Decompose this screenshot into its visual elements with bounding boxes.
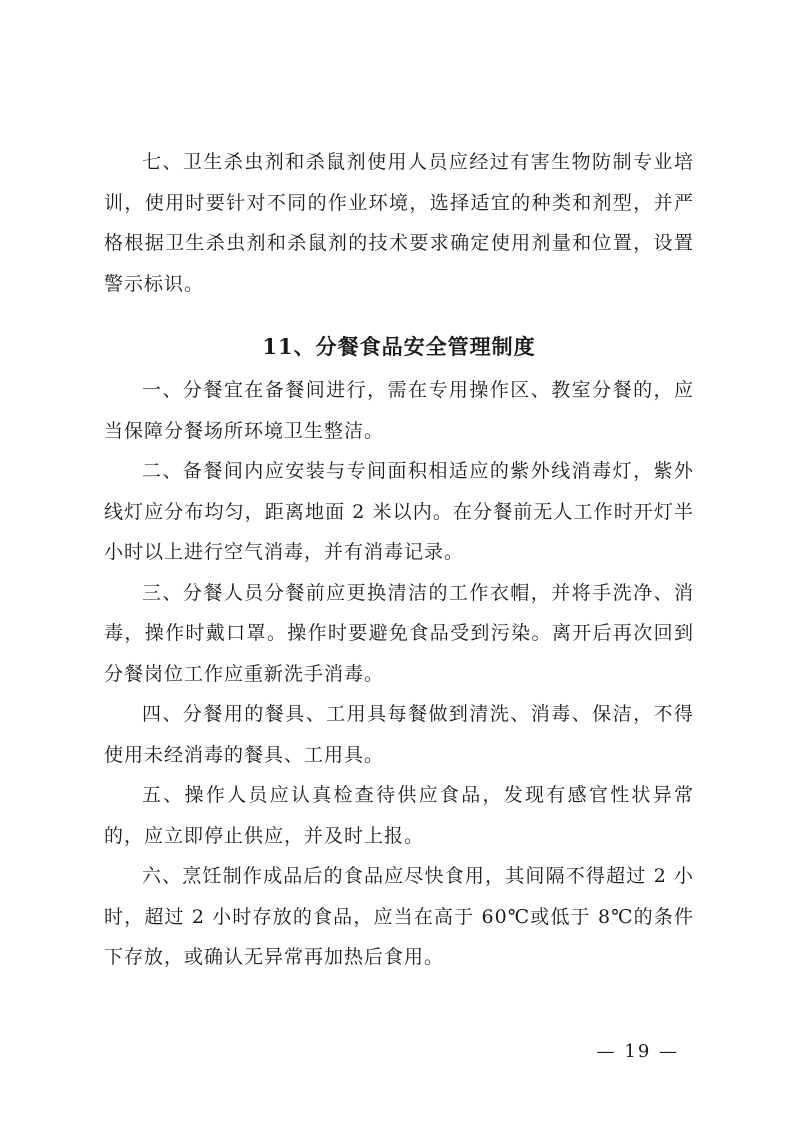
page-number: — 19 — (596, 1041, 679, 1062)
document-body (104, 142, 694, 978)
intro-paragraph: 七、卫生杀虫剂和杀鼠剂使用人员应经过有害生物防制专业培训，使用时要针对不同的作业环境，选择适宜的种类和剂型，并严格根据卫生杀虫剂和杀鼠剂的技术要求确定使用剂量和位置，设置警示标识。 (104, 151, 694, 295)
section-title: 11、分餐食品安全管理制度 (262, 334, 536, 359)
paragraph-3: 三、分餐人员分餐前应更换清洁的工作衣帽，并将手洗净、消毒，操作时戴口罩。操作时要避免食品受到污染。离开后再次回到分餐岗位工作应重新洗手消毒。 (104, 581, 694, 685)
paragraph-6: 六、烹饪制作成品后的食品应尽快食用，其间隔不得超过 2 小时，超过 2 小时存放的食品，应当在高于 60℃或低于 8℃的条件下存放，或确认无异常再加热后食用。 (104, 865, 694, 968)
paragraph-4: 四、分餐用的餐具、工用具每餐做到清洗、消毒、保洁，不得使用未经消毒的餐具、工用具。 (104, 703, 694, 766)
paragraph-5: 五、操作人员应认真检查待供应食品，发现有感官性状异常的，应立即停止供应，并及时上报。 (104, 784, 694, 847)
paragraph-1: 一、分餐宜在备餐间进行，需在专用操作区、教室分餐的，应当保障分餐场所环境卫生整洁。 (104, 379, 694, 442)
paragraph-2: 二、备餐间内应安装与专间面积相适应的紫外线消毒灯，紫外线灯应分布均匀，距离地面 2 米以内。在分餐前无人工作时开灯半小时以上进行空气消毒，并有消毒记录。 (104, 460, 694, 563)
